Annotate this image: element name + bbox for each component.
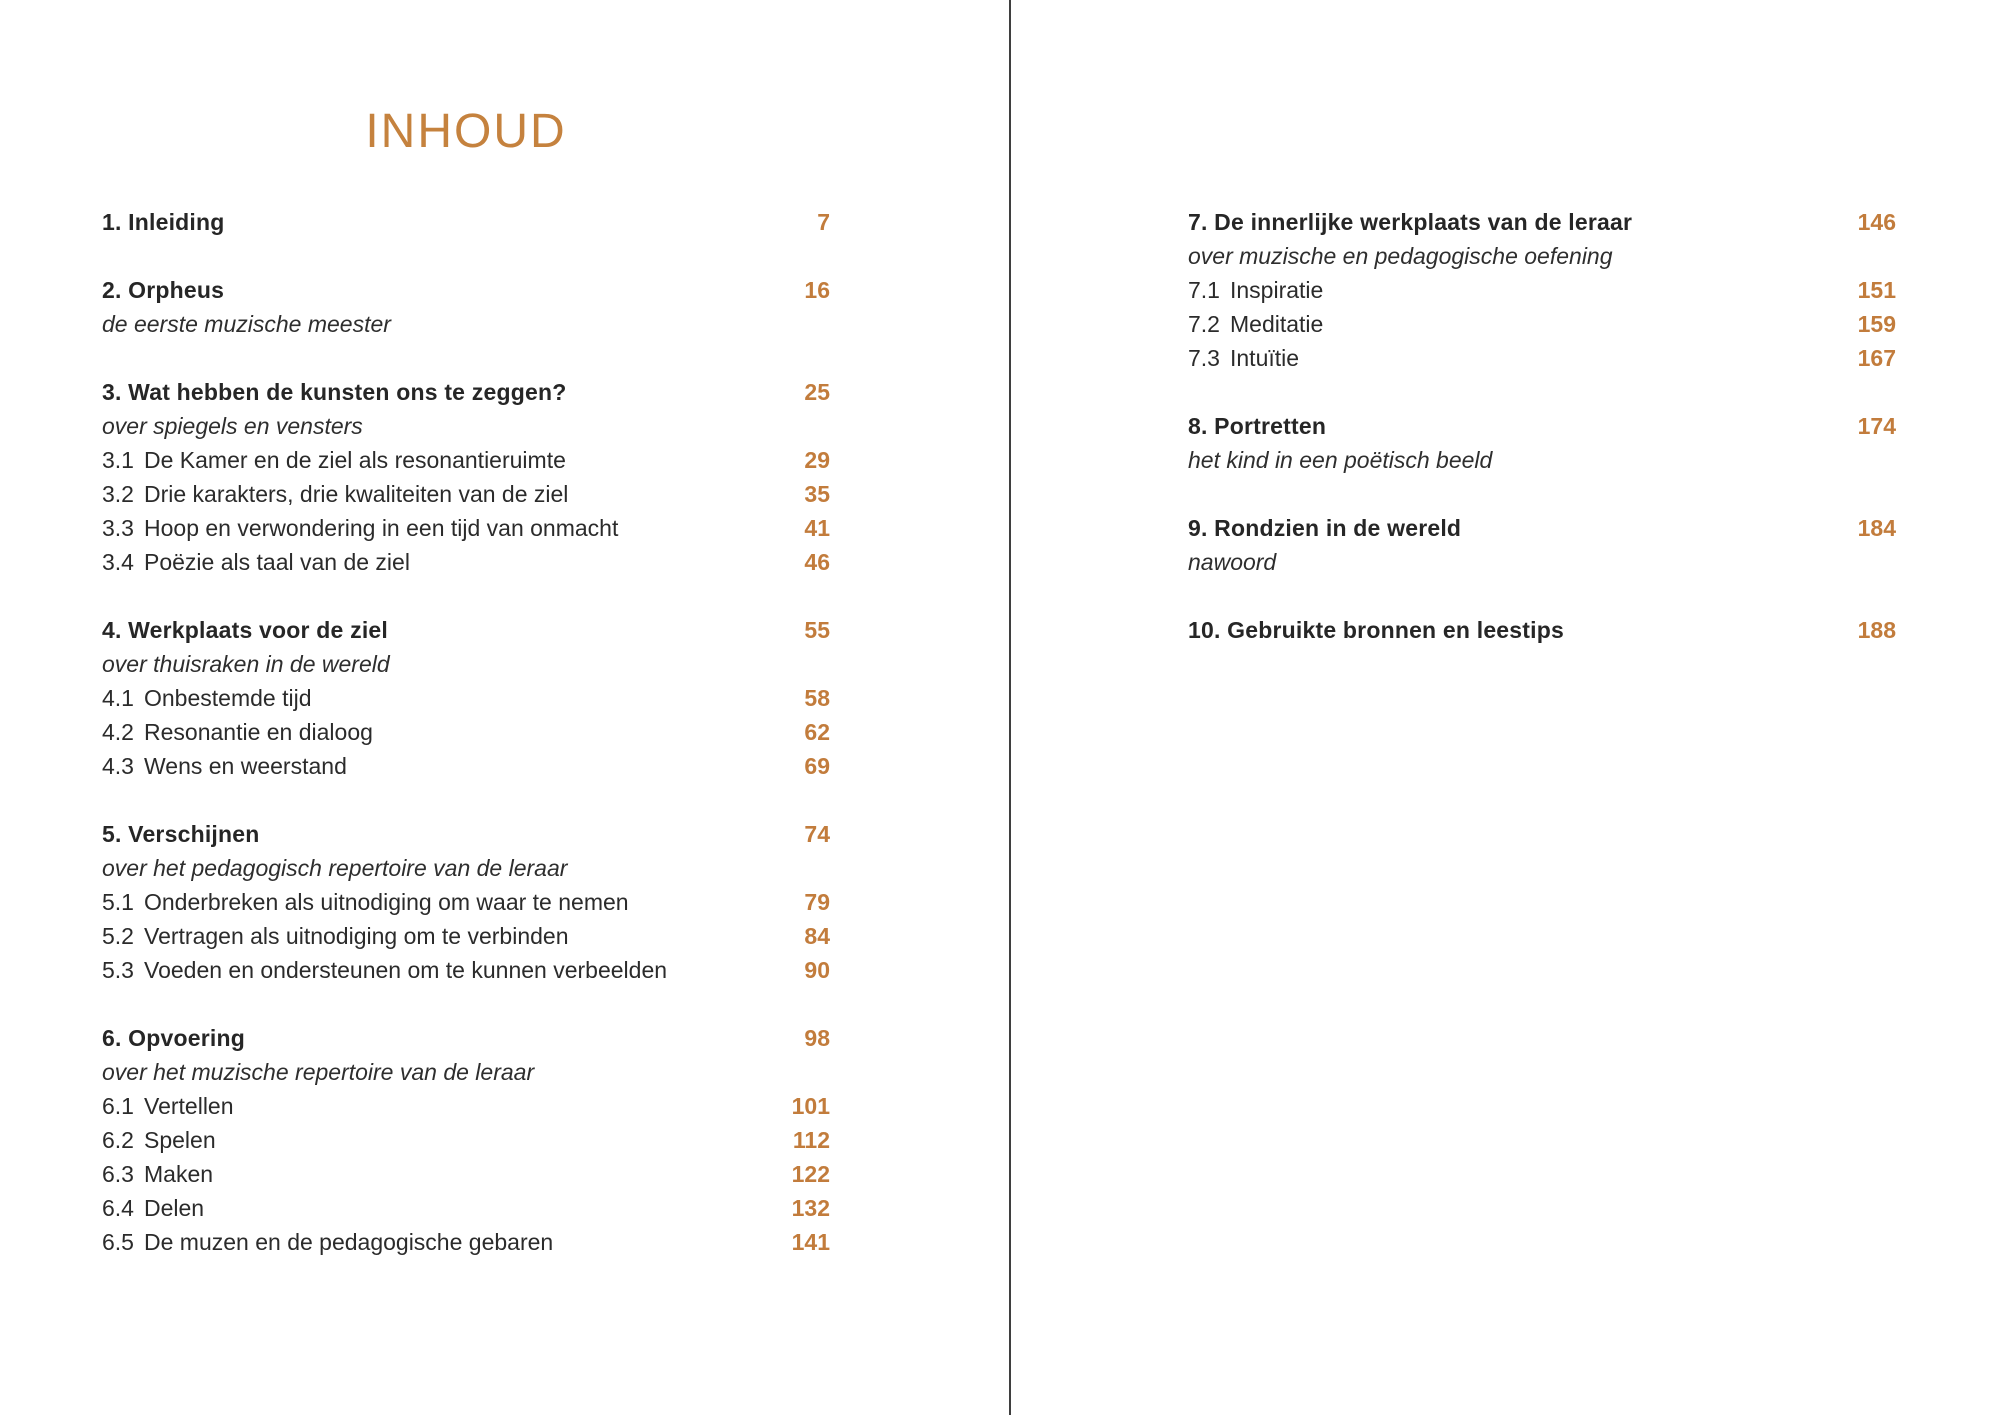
chapter-title: 9. Rondzien in de wereld [1188, 515, 1462, 541]
section-page-number: 167 [1857, 345, 1896, 371]
toc-chapter [1188, 409, 1896, 477]
section-number: 5.1 [102, 889, 134, 915]
chapter-row [102, 613, 830, 647]
section-page-number: 101 [791, 1093, 830, 1119]
section-title: De Kamer en de ziel als resonantieruimte [144, 447, 566, 473]
toc-section-row [102, 1225, 830, 1259]
chapter-subtitle: over spiegels en vensters [102, 413, 363, 439]
section-title: Inspiratie [1230, 277, 1324, 303]
section-title: Maken [144, 1161, 214, 1187]
toc-chapter [102, 273, 830, 341]
section-number: 3.2 [102, 481, 134, 507]
chapter-row [1188, 511, 1896, 545]
chapter-page-number: 184 [1857, 515, 1896, 541]
section-title: Meditatie [1230, 311, 1324, 337]
chapter-subtitle: het kind in een poëtisch beeld [1188, 447, 1493, 473]
toc-section-row [102, 477, 830, 511]
section-page-number: 90 [804, 957, 830, 983]
toc-section-row [102, 919, 830, 953]
chapter-row [102, 205, 830, 239]
section-title: De muzen en de pedagogische gebaren [144, 1229, 554, 1255]
toc-chapter [102, 1021, 830, 1259]
section-number: 7.2 [1188, 311, 1220, 337]
chapter-subtitle: over het pedagogisch repertoire van de leraar [102, 855, 568, 881]
chapter-subtitle: over het muzische repertoire van de leraar [102, 1059, 535, 1085]
section-number: 3.4 [102, 549, 134, 575]
section-page-number: 58 [804, 685, 830, 711]
section-number: 4.1 [102, 685, 134, 711]
section-number: 6.3 [102, 1161, 134, 1187]
section-page-number: 141 [791, 1229, 830, 1255]
chapter-row [102, 1021, 830, 1055]
toc-section-row [1188, 341, 1896, 375]
section-number: 6.5 [102, 1229, 134, 1255]
section-number: 6.2 [102, 1127, 134, 1153]
section-title: Resonantie en dialoog [144, 719, 373, 745]
section-page-number: 132 [791, 1195, 830, 1221]
chapter-title: 2. Orpheus [102, 277, 225, 303]
section-page-number: 122 [791, 1161, 830, 1187]
section-title: Voeden en ondersteunen om te kunnen verbeelden [144, 957, 668, 983]
chapter-title: 3. Wat hebben de kunsten ons te zeggen? [102, 379, 567, 405]
toc-section-row [102, 1123, 830, 1157]
chapter-title: 7. De innerlijke werkplaats van de leraar [1188, 209, 1633, 235]
section-page-number: 41 [804, 515, 830, 541]
section-title: Drie karakters, drie kwaliteiten van de ziel [144, 481, 569, 507]
toc-section-row [102, 715, 830, 749]
toc-chapter [102, 613, 830, 783]
chapter-row [1188, 409, 1896, 443]
toc-section-row [1188, 273, 1896, 307]
toc-section-row [102, 681, 830, 715]
section-page-number: 112 [792, 1127, 830, 1153]
section-title: Intuïtie [1230, 345, 1300, 371]
toc-chapter [1188, 511, 1896, 579]
toc-chapter [102, 375, 830, 579]
chapter-row [102, 817, 830, 851]
section-number: 7.1 [1188, 277, 1220, 303]
section-number: 3.1 [102, 447, 134, 473]
section-number: 6.1 [102, 1093, 134, 1119]
section-title: Poëzie als taal van de ziel [144, 549, 410, 575]
chapter-title: 1. Inleiding [102, 209, 225, 235]
chapter-title: 4. Werkplaats voor de ziel [102, 617, 388, 643]
chapter-page-number: 146 [1857, 209, 1896, 235]
toc-section-row [102, 1191, 830, 1225]
section-number: 6.4 [102, 1195, 134, 1221]
chapter-title: 10. Gebruikte bronnen en leestips [1188, 617, 1564, 643]
section-title: Hoop en verwondering in een tijd van onmacht [144, 515, 619, 541]
toc-section-row [102, 749, 830, 783]
chapter-row [102, 375, 830, 409]
toc-section-row [102, 1157, 830, 1191]
chapter-title: 6. Opvoering [102, 1025, 245, 1051]
section-title: Spelen [144, 1127, 216, 1153]
section-title: Wens en weerstand [144, 753, 347, 779]
toc-section-row [102, 545, 830, 579]
chapter-subtitle: nawoord [1188, 549, 1277, 575]
section-number: 5.2 [102, 923, 134, 949]
section-page-number: 62 [804, 719, 830, 745]
toc-section-row [1188, 307, 1896, 341]
toc-chapter [102, 817, 830, 987]
section-page-number: 151 [1857, 277, 1896, 303]
section-page-number: 159 [1857, 311, 1896, 337]
section-page-number: 46 [804, 549, 830, 575]
chapter-subtitle: over muzische en pedagogische oefening [1188, 243, 1613, 269]
chapter-subtitle: over thuisraken in de wereld [102, 651, 390, 677]
toc-left-column [102, 205, 830, 1293]
section-title: Onderbreken als uitnodiging om waar te nemen [144, 889, 629, 915]
chapter-page-number: 174 [1857, 413, 1896, 439]
chapter-row [102, 273, 830, 307]
toc-chapter [102, 205, 830, 239]
toc-section-row [102, 1089, 830, 1123]
section-number: 3.3 [102, 515, 134, 541]
section-page-number: 35 [804, 481, 830, 507]
chapter-page-number: 74 [804, 821, 830, 847]
section-page-number: 79 [804, 889, 830, 915]
section-page-number: 29 [804, 447, 830, 473]
chapter-title: 5. Verschijnen [102, 821, 260, 847]
section-page-number: 84 [804, 923, 830, 949]
chapter-page-number: 7 [817, 209, 830, 235]
chapter-page-number: 25 [804, 379, 830, 405]
section-title: Onbestemde tijd [144, 685, 312, 711]
section-page-number: 69 [804, 753, 830, 779]
toc-section-row [102, 885, 830, 919]
section-title: Delen [144, 1195, 205, 1221]
page-title: INHOUD [365, 105, 567, 158]
chapter-row [1188, 205, 1896, 239]
section-number: 4.2 [102, 719, 134, 745]
toc-chapter [1188, 613, 1896, 647]
chapter-page-number: 188 [1857, 617, 1896, 643]
chapter-row [1188, 613, 1896, 647]
chapter-subtitle: de eerste muzische meester [102, 311, 391, 337]
toc-chapter [1188, 205, 1896, 375]
toc-section-row [102, 511, 830, 545]
chapter-page-number: 55 [804, 617, 830, 643]
chapter-page-number: 98 [804, 1025, 830, 1051]
toc-section-row [102, 443, 830, 477]
section-number: 7.3 [1188, 345, 1220, 371]
chapter-title: 8. Portretten [1188, 413, 1327, 439]
section-title: Vertragen als uitnodiging om te verbinden [144, 923, 569, 949]
page-divider [1009, 0, 1011, 1415]
toc-section-row [102, 953, 830, 987]
toc-right-column [1188, 205, 1896, 681]
section-number: 5.3 [102, 957, 134, 983]
section-title: Vertellen [144, 1093, 234, 1119]
section-number: 4.3 [102, 753, 134, 779]
chapter-page-number: 16 [804, 277, 830, 303]
